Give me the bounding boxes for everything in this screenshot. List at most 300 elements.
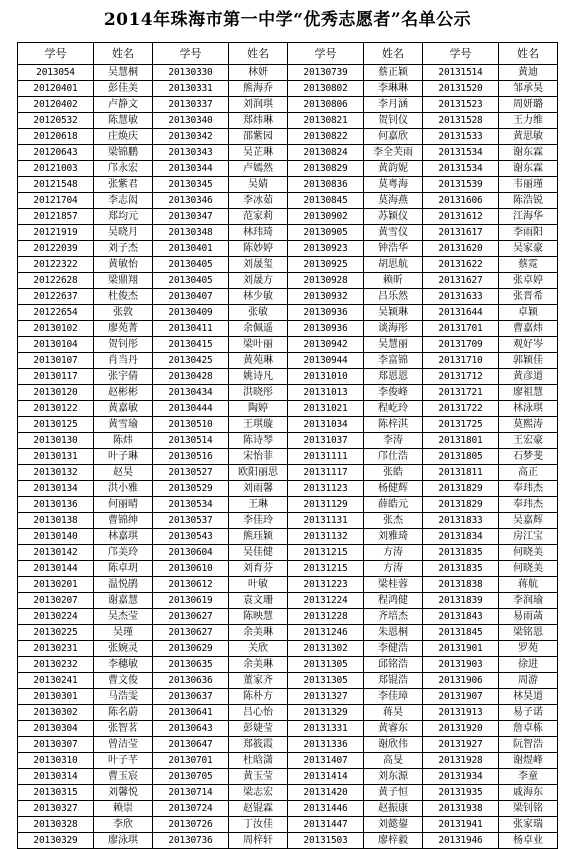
student-name-cell: 方涛	[364, 561, 423, 577]
student-name-cell: 高正	[499, 465, 558, 481]
student-name-cell: 林泳琪	[499, 401, 558, 417]
student-id-cell: 20130337	[153, 97, 229, 113]
student-id-cell: 20130806	[288, 97, 364, 113]
student-name-cell: 丁汝佳	[229, 817, 288, 833]
student-name-cell: 程屹玲	[364, 401, 423, 417]
student-id-cell: 20130822	[288, 129, 364, 145]
student-id-cell: 20122654	[18, 305, 94, 321]
student-name-cell: 李健浩	[364, 641, 423, 657]
student-name-cell: 周妍璐	[499, 97, 558, 113]
table-row	[18, 417, 558, 433]
student-name-cell: 李俊峰	[364, 385, 423, 401]
student-name-cell: 李雨阳	[499, 225, 558, 241]
student-id-cell: 20130201	[18, 577, 94, 593]
student-name-cell: 赵锟霖	[229, 801, 288, 817]
student-id-cell: 20130122	[18, 401, 94, 417]
student-id-cell: 20130802	[288, 81, 364, 97]
table-row	[18, 561, 558, 577]
student-name-cell: 曾洁莹	[94, 737, 153, 753]
student-name-cell: 邝仕浩	[364, 449, 423, 465]
student-name-cell: 吕心怡	[229, 705, 288, 721]
student-id-cell: 20130529	[153, 481, 229, 497]
student-id-cell: 20130131	[18, 449, 94, 465]
student-id-cell: 20131721	[423, 385, 499, 401]
table-row	[18, 209, 558, 225]
student-id-cell: 20131246	[288, 625, 364, 641]
student-name-cell: 叶子芊	[94, 753, 153, 769]
student-name-cell: 黄雪仪	[364, 225, 423, 241]
student-id-cell: 20131834	[423, 529, 499, 545]
student-name-cell: 吴家豪	[499, 241, 558, 257]
student-name-cell: 刘雅琦	[364, 529, 423, 545]
table-row	[18, 113, 558, 129]
student-id-cell: 20131336	[288, 737, 364, 753]
table-row	[18, 433, 558, 449]
table-row	[18, 625, 558, 641]
student-id-cell: 20130142	[18, 545, 94, 561]
student-name-cell: 张紫君	[94, 177, 153, 193]
student-id-cell: 20131612	[423, 209, 499, 225]
student-id-cell: 20130207	[18, 593, 94, 609]
student-id-cell: 20131920	[423, 721, 499, 737]
student-name-cell: 余美琳	[229, 625, 288, 641]
student-id-cell: 20130409	[153, 305, 229, 321]
table-row	[18, 721, 558, 737]
student-name-cell: 刘润琪	[229, 97, 288, 113]
student-id-cell: 20130434	[153, 385, 229, 401]
student-id-cell: 20130327	[18, 801, 94, 817]
student-id-cell: 20131701	[423, 321, 499, 337]
student-id-cell: 20130411	[153, 321, 229, 337]
student-name-cell: 郑均元	[94, 209, 153, 225]
student-id-cell: 20130301	[18, 689, 94, 705]
student-name-cell: 詹卓栋	[499, 721, 558, 737]
student-name-cell: 易雨菡	[499, 609, 558, 625]
table-row	[18, 193, 558, 209]
table-row	[18, 513, 558, 529]
student-id-cell: 20130736	[153, 833, 229, 849]
student-name-cell: 谢欣伟	[364, 737, 423, 753]
student-id-cell: 20131620	[423, 241, 499, 257]
student-name-cell: 曹文俊	[94, 673, 153, 689]
table-row	[18, 289, 558, 305]
student-id-cell: 20131414	[288, 769, 364, 785]
student-name-cell: 姚诗凡	[229, 369, 288, 385]
student-name-cell: 林玮琦	[229, 225, 288, 241]
student-id-cell: 20130824	[288, 145, 364, 161]
student-name-cell: 陈卓玥	[94, 561, 153, 577]
header-name: 姓名	[229, 43, 288, 65]
student-id-cell: 20131644	[423, 305, 499, 321]
student-name-cell: 范家莉	[229, 209, 288, 225]
student-id-cell: 20130343	[153, 145, 229, 161]
student-id-cell: 20131228	[288, 609, 364, 625]
student-id-cell: 20130125	[18, 417, 94, 433]
student-id-cell: 20131302	[288, 641, 364, 657]
student-name-cell: 赵昊	[94, 465, 153, 481]
student-id-cell: 20130527	[153, 465, 229, 481]
table-row	[18, 657, 558, 673]
student-id-cell: 20131446	[288, 801, 364, 817]
student-id-cell: 20130428	[153, 369, 229, 385]
student-name-cell: 廖苑菁	[94, 321, 153, 337]
student-id-cell: 20130836	[288, 177, 364, 193]
table-row	[18, 465, 558, 481]
table-row	[18, 161, 558, 177]
student-id-cell: 20130117	[18, 369, 94, 385]
student-name-cell: 肖当丹	[94, 353, 153, 369]
student-id-cell: 20130647	[153, 737, 229, 753]
student-id-cell: 20131305	[288, 673, 364, 689]
table-row	[18, 257, 558, 273]
student-name-cell: 苏颖仪	[364, 209, 423, 225]
table-row	[18, 593, 558, 609]
table-row	[18, 545, 558, 561]
student-name-cell: 李志闳	[94, 193, 153, 209]
student-id-cell: 20130134	[18, 481, 94, 497]
student-name-cell: 曹嘉炜	[499, 321, 558, 337]
student-name-cell: 杨卓业	[499, 833, 558, 849]
table-row	[18, 385, 558, 401]
table-row	[18, 401, 558, 417]
student-name-cell: 戚海东	[499, 785, 558, 801]
student-name-cell: 刘馨悦	[94, 785, 153, 801]
table-row	[18, 481, 558, 497]
student-name-cell: 林嘉琪	[94, 529, 153, 545]
student-name-cell: 江海华	[499, 209, 558, 225]
student-id-cell: 20131934	[423, 769, 499, 785]
student-name-cell: 赖崇	[94, 801, 153, 817]
student-id-cell: 20120402	[18, 97, 94, 113]
table-row	[18, 769, 558, 785]
student-name-cell: 梁志宏	[229, 785, 288, 801]
student-id-cell: 20130932	[288, 289, 364, 305]
student-name-cell: 杜晗潇	[229, 753, 288, 769]
student-name-cell: 彭婕莹	[229, 721, 288, 737]
student-name-cell: 郑炜琳	[229, 113, 288, 129]
table-row	[18, 785, 558, 801]
student-name-cell: 梁锦鹏	[94, 145, 153, 161]
student-id-cell: 20131305	[288, 657, 364, 673]
student-id-cell: 20130225	[18, 625, 94, 641]
student-name-cell: 陈诗琴	[229, 433, 288, 449]
student-name-cell: 黄迪	[499, 65, 558, 81]
student-name-cell: 梁叶丽	[229, 337, 288, 353]
student-id-cell: 20131843	[423, 609, 499, 625]
student-id-cell: 20131223	[288, 577, 364, 593]
student-name-cell: 梁钊铭	[499, 801, 558, 817]
student-id-cell: 20131938	[423, 801, 499, 817]
student-id-cell: 20130629	[153, 641, 229, 657]
student-id-cell: 20131327	[288, 689, 364, 705]
student-id-cell: 20130643	[153, 721, 229, 737]
student-id-cell: 20130120	[18, 385, 94, 401]
student-name-cell: 李琳琳	[364, 81, 423, 97]
student-id-cell: 20131528	[423, 113, 499, 129]
student-id-cell: 20131805	[423, 449, 499, 465]
student-id-cell: 20130612	[153, 577, 229, 593]
table-row	[18, 497, 558, 513]
student-id-cell: 20120401	[18, 81, 94, 97]
student-name-cell: 吴佳健	[229, 545, 288, 561]
student-name-cell: 欧阳丽思	[229, 465, 288, 481]
student-id-cell: 20130635	[153, 657, 229, 673]
student-name-cell: 刘东源	[364, 769, 423, 785]
student-name-cell: 郑锟浩	[364, 673, 423, 689]
student-id-cell: 20130329	[18, 833, 94, 849]
student-id-cell: 20130405	[153, 257, 229, 273]
student-name-cell: 阮智浩	[499, 737, 558, 753]
student-name-cell: 贺钊彤	[94, 337, 153, 353]
student-name-cell: 邝永宏	[94, 161, 153, 177]
table-row	[18, 641, 558, 657]
student-name-cell: 卢嫣然	[229, 161, 288, 177]
student-name-cell: 宋怡菲	[229, 449, 288, 465]
student-name-cell: 吴婧	[229, 177, 288, 193]
student-name-cell: 谢嘉慧	[94, 593, 153, 609]
student-name-cell: 钟浩华	[364, 241, 423, 257]
student-id-cell: 20130905	[288, 225, 364, 241]
student-id-cell: 20131811	[423, 465, 499, 481]
roster-body	[18, 65, 558, 849]
student-id-cell: 20131503	[288, 833, 364, 849]
student-id-cell: 20130425	[153, 353, 229, 369]
student-name-cell: 韦丽瑾	[499, 177, 558, 193]
student-id-cell: 20130345	[153, 177, 229, 193]
student-id-cell: 20131539	[423, 177, 499, 193]
student-name-cell: 朱恩桐	[364, 625, 423, 641]
student-name-cell: 刘育芬	[229, 561, 288, 577]
student-id-cell: 20130724	[153, 801, 229, 817]
student-name-cell: 洪晓彤	[229, 385, 288, 401]
student-id-cell: 20130627	[153, 625, 229, 641]
table-row	[18, 177, 558, 193]
student-id-cell: 20130130	[18, 433, 94, 449]
student-id-cell: 20131946	[423, 833, 499, 849]
table-row	[18, 145, 558, 161]
student-name-cell: 刘晟方	[229, 273, 288, 289]
student-id-cell: 20131722	[423, 401, 499, 417]
student-name-cell: 黄睿东	[364, 721, 423, 737]
student-id-cell: 20122637	[18, 289, 94, 305]
student-id-cell: 20131935	[423, 785, 499, 801]
student-name-cell: 吴晓月	[94, 225, 153, 241]
student-id-cell: 20131215	[288, 545, 364, 561]
header-name: 姓名	[94, 43, 153, 65]
student-id-cell: 20122039	[18, 241, 94, 257]
student-name-cell: 余美琳	[229, 657, 288, 673]
student-name-cell: 吴嘉辉	[499, 513, 558, 529]
student-name-cell: 林少敏	[229, 289, 288, 305]
student-name-cell: 温悦鹃	[94, 577, 153, 593]
student-id-cell: 20121548	[18, 177, 94, 193]
table-row	[18, 241, 558, 257]
student-id-cell: 20130415	[153, 337, 229, 353]
student-id-cell: 20131927	[423, 737, 499, 753]
student-id-cell: 20131941	[423, 817, 499, 833]
student-name-cell: 陈朴方	[229, 689, 288, 705]
student-id-cell: 20120532	[18, 113, 94, 129]
student-name-cell: 洪小雅	[94, 481, 153, 497]
student-name-cell: 王琪璇	[229, 417, 288, 433]
student-id-cell: 20130537	[153, 513, 229, 529]
volunteer-roster-table	[17, 42, 558, 849]
student-id-cell: 20131712	[423, 369, 499, 385]
student-name-cell: 李涛	[364, 433, 423, 449]
header-student-id: 学号	[18, 43, 94, 65]
student-name-cell: 谢东霖	[499, 161, 558, 177]
student-id-cell: 20130829	[288, 161, 364, 177]
student-id-cell: 20131725	[423, 417, 499, 433]
student-name-cell: 张杰	[364, 513, 423, 529]
header-student-id: 学号	[423, 43, 499, 65]
student-id-cell: 20130138	[18, 513, 94, 529]
student-name-cell: 邱铭浩	[364, 657, 423, 673]
student-name-cell: 黄玉莹	[229, 769, 288, 785]
student-name-cell: 李全芙雨	[364, 145, 423, 161]
student-id-cell: 20130928	[288, 273, 364, 289]
student-id-cell: 20130328	[18, 817, 94, 833]
student-id-cell: 20122322	[18, 257, 94, 273]
student-name-cell: 蔡正颖	[364, 65, 423, 81]
student-name-cell: 何晓美	[499, 545, 558, 561]
student-name-cell: 房江宝	[499, 529, 558, 545]
table-row	[18, 833, 558, 849]
student-name-cell: 李穗敏	[94, 657, 153, 673]
student-id-cell: 20130405	[153, 273, 229, 289]
student-id-cell: 20131906	[423, 673, 499, 689]
student-name-cell: 何晓美	[499, 561, 558, 577]
student-name-cell: 高旻	[364, 753, 423, 769]
student-name-cell: 黄思敏	[499, 129, 558, 145]
student-id-cell: 20131123	[288, 481, 364, 497]
student-name-cell: 梁桂蓉	[364, 577, 423, 593]
student-name-cell: 胡思航	[364, 257, 423, 273]
student-id-cell: 20130925	[288, 257, 364, 273]
student-id-cell: 20121003	[18, 161, 94, 177]
student-id-cell: 20130534	[153, 497, 229, 513]
student-name-cell: 张晋希	[499, 289, 558, 305]
student-id-cell: 20130347	[153, 209, 229, 225]
student-name-cell: 郑筱霞	[229, 737, 288, 753]
student-name-cell: 刘雨馨	[229, 481, 288, 497]
student-id-cell: 20130140	[18, 529, 94, 545]
student-name-cell: 廖祖慧	[499, 385, 558, 401]
student-id-cell: 20131829	[423, 497, 499, 513]
student-name-cell: 张家瑞	[499, 817, 558, 833]
table-row	[18, 817, 558, 833]
student-name-cell: 刘懿鋆	[364, 817, 423, 833]
student-name-cell: 卓颖	[499, 305, 558, 321]
page-title: 2014年珠海市第一中学“优秀志愿者”名单公示	[103, 10, 472, 30]
student-id-cell: 20131407	[288, 753, 364, 769]
student-id-cell: 20131117	[288, 465, 364, 481]
student-name-cell: 陈浩锐	[499, 193, 558, 209]
student-name-cell: 吴慧丽	[364, 337, 423, 353]
student-id-cell: 20130701	[153, 753, 229, 769]
student-id-cell: 20130107	[18, 353, 94, 369]
table-row	[18, 129, 558, 145]
student-name-cell: 何嘉欣	[364, 129, 423, 145]
student-id-cell: 20130610	[153, 561, 229, 577]
student-name-cell: 张婉灵	[94, 641, 153, 657]
student-name-cell: 吴杰莹	[94, 609, 153, 625]
student-name-cell: 曹玉宸	[94, 769, 153, 785]
student-id-cell: 20130516	[153, 449, 229, 465]
student-id-cell: 20121919	[18, 225, 94, 241]
student-id-cell: 20131928	[423, 753, 499, 769]
header-name: 姓名	[364, 43, 423, 65]
student-id-cell: 20130902	[288, 209, 364, 225]
student-name-cell: 黄嘉敏	[94, 401, 153, 417]
header-student-id: 学号	[288, 43, 364, 65]
student-name-cell: 周梓轩	[229, 833, 288, 849]
student-id-cell: 20130739	[288, 65, 364, 81]
student-name-cell: 谢煜峰	[499, 753, 558, 769]
student-id-cell: 20131523	[423, 97, 499, 113]
student-id-cell: 20130232	[18, 657, 94, 673]
student-id-cell: 20130315	[18, 785, 94, 801]
student-name-cell: 袁文珊	[229, 593, 288, 609]
student-name-cell: 李冰茹	[229, 193, 288, 209]
student-name-cell: 陈映慧	[229, 609, 288, 625]
student-id-cell: 20130231	[18, 641, 94, 657]
student-id-cell: 20130510	[153, 417, 229, 433]
student-name-cell: 齐培杰	[364, 609, 423, 625]
student-name-cell: 熊珏颖	[229, 529, 288, 545]
student-id-cell: 20131710	[423, 353, 499, 369]
student-name-cell: 叶子琳	[94, 449, 153, 465]
student-name-cell: 王琳	[229, 497, 288, 513]
student-name-cell: 石梦斐	[499, 449, 558, 465]
student-id-cell: 20130348	[153, 225, 229, 241]
student-id-cell: 20120618	[18, 129, 94, 145]
student-id-cell: 2013054	[18, 65, 94, 81]
header-row	[18, 43, 558, 65]
student-id-cell: 20130331	[153, 81, 229, 97]
student-name-cell: 梁铭恩	[499, 625, 558, 641]
student-name-cell: 陈炜	[94, 433, 153, 449]
student-id-cell: 20131617	[423, 225, 499, 241]
student-name-cell: 张卓婷	[499, 273, 558, 289]
student-name-cell: 赖昕	[364, 273, 423, 289]
student-name-cell: 陈梓淇	[364, 417, 423, 433]
student-id-cell: 20131111	[288, 449, 364, 465]
student-name-cell: 邝美玲	[94, 545, 153, 561]
student-id-cell: 20130304	[18, 721, 94, 737]
student-name-cell: 罗苑	[499, 641, 558, 657]
student-name-cell: 徐进	[499, 657, 558, 673]
student-id-cell: 20131013	[288, 385, 364, 401]
table-row	[18, 705, 558, 721]
student-name-cell: 林妍	[229, 65, 288, 81]
student-name-cell: 观好岑	[499, 337, 558, 353]
student-name-cell: 张宇倩	[94, 369, 153, 385]
student-id-cell: 20131839	[423, 593, 499, 609]
table-row	[18, 737, 558, 753]
student-id-cell: 20130401	[153, 241, 229, 257]
student-id-cell: 20130942	[288, 337, 364, 353]
student-name-cell: 关欣	[229, 641, 288, 657]
student-id-cell: 20131037	[288, 433, 364, 449]
student-name-cell: 叶敏	[229, 577, 288, 593]
student-name-cell: 蒋航	[499, 577, 558, 593]
student-name-cell: 杜俊杰	[94, 289, 153, 305]
student-name-cell: 陈名蔚	[94, 705, 153, 721]
student-id-cell: 20130314	[18, 769, 94, 785]
student-id-cell: 20130923	[288, 241, 364, 257]
student-name-cell: 蔡霓	[499, 257, 558, 273]
